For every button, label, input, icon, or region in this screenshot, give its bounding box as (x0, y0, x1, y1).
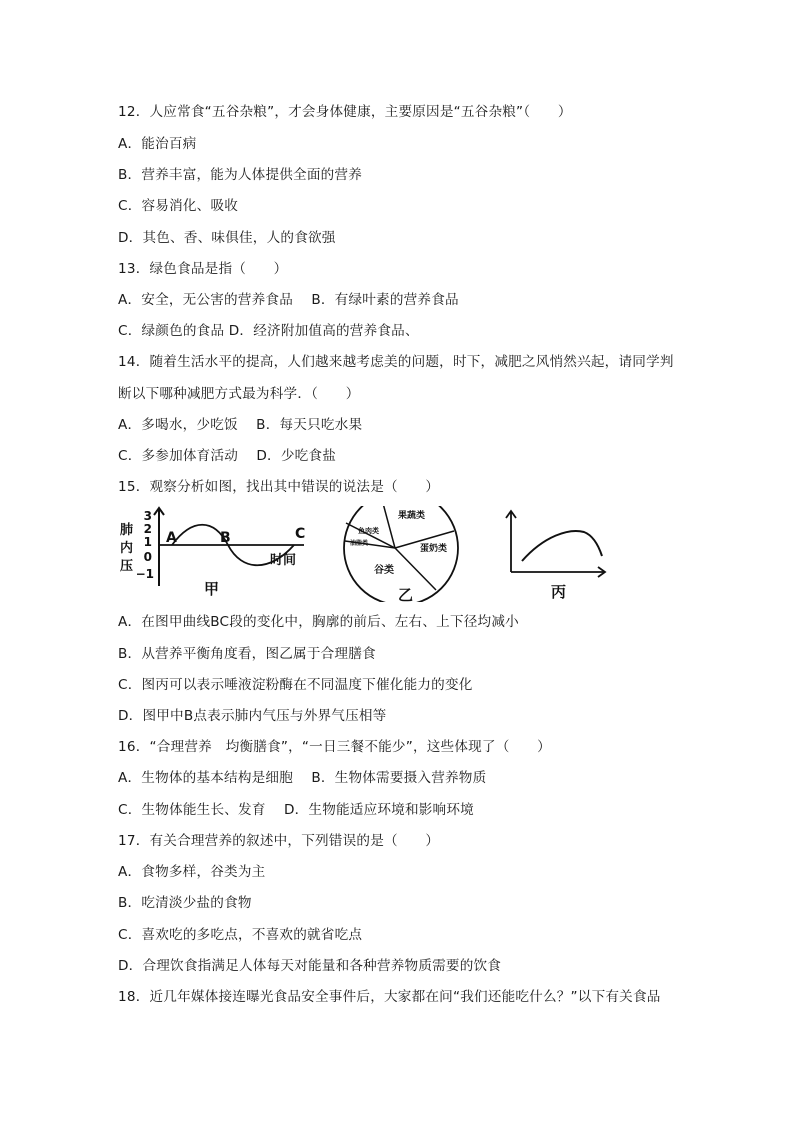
jia-point-a: A (166, 530, 177, 546)
yi-segment-egg-milk: 蛋奶类 (420, 544, 448, 554)
q12-option-b: B．营养丰富，能为人体提供全面的营养 (118, 167, 363, 183)
q18-stem: 18．近几年媒体接连曝光食品安全事件后，大家都在问“我们还能吃什么？”以下有关食品 (118, 989, 661, 1005)
q15-stem: 15．观察分析如图，找出其中错误的说法是（ ） (118, 479, 440, 495)
jia-xlabel: 时间 (270, 553, 297, 568)
q16-stem: 16．“合理营养 均衡膳食”，“一日三餐不能少”，这些体现了（ ） (118, 739, 551, 755)
yi-segment-fruit-veg: 果蔬类 (398, 511, 426, 521)
bing-caption: 丙 (551, 583, 567, 601)
q15-option-c: C．图丙可以表示唾液淀粉酶在不同温度下催化能力的变化 (118, 677, 473, 693)
q17-option-d: D．合理饮食指满足人体每天对能量和各种营养物质需要的饮食 (118, 958, 502, 974)
q16-options-ab: A．生物体的基本结构是细胞 B．生物体需要摄入营养物质 (118, 770, 487, 786)
q17-option-a: A．食物多样，谷类为主 (118, 864, 266, 880)
jia-point-b: B (220, 530, 231, 546)
jia-ytick-1: 1 (143, 535, 152, 549)
q17-option-c: C．喜欢吃的多吃点，不喜欢的就省吃点 (118, 927, 363, 943)
q14-stem-line1: 14．随着生活水平的提高，人们越来越考虑美的问题，时下，减肥之风悄然兴起，请同学判 (118, 354, 674, 370)
q12-option-a: A．能治百病 (118, 136, 197, 152)
q15-figure-svg (114, 506, 634, 602)
q17-option-b: B．吃清淡少盐的食物 (118, 895, 252, 911)
q14-options-cd: C．多参加体育活动 D．少吃食盐 (118, 448, 336, 464)
q14-options-ab: A．多喝水，少吃饭 B．每天只吃水果 (118, 417, 363, 433)
yi-caption: 乙 (398, 586, 414, 602)
yi-segment-oil-fat: 油脂类 (350, 540, 369, 547)
jia-ytick-3: 3 (143, 509, 152, 523)
jia-ytick-minus1: −1 (135, 567, 154, 581)
q12-option-d: D．其色、香、味俱佳，人的食欲强 (118, 230, 336, 246)
yi-divider-5 (395, 548, 436, 590)
jia-ylabel-char-2: 内 (120, 541, 134, 556)
bing-curve (522, 531, 602, 561)
yi-segment-grain: 谷类 (374, 565, 394, 576)
q16-options-cd: C．生物体能生长、发育 D．生物能适应环境和影响环境 (118, 802, 474, 818)
jia-ylabel-char-3: 压 (120, 559, 134, 574)
jia-ylabel (120, 522, 133, 574)
q12-stem: 12．人应常食“五谷杂粮”，才会身体健康，主要原因是“五谷杂粮”（ ） (118, 104, 572, 120)
q15-option-d: D．图甲中B点表示肺内气压与外界气压相等 (118, 708, 387, 724)
jia-ytick-2: 2 (143, 522, 152, 536)
jia-ylabel-char-1: 肺 (120, 523, 134, 538)
q14-stem-line2: 断以下哪种减肥方式最为科学．（ ） (118, 386, 360, 402)
jia-point-c: C (295, 526, 306, 542)
q15-option-a: A．在图甲曲线BC段的变化中，胸廓的前后、左右、上下径均减小 (118, 614, 519, 630)
jia-ytick-0: 0 (143, 550, 152, 564)
q13-options-cd: C．绿颜色的食品 D．经济附加值高的营养食品、 (118, 323, 419, 339)
q17-stem: 17．有关合理营养的叙述中，下列错误的是（ ） (118, 833, 440, 849)
jia-caption: 甲 (204, 580, 220, 598)
q13-options-ab: A．安全，无公害的营养食品 B．有绿叶素的营养食品 (118, 292, 459, 308)
q15-option-b: B．从营养平衡角度看，图乙属于合理膳食 (118, 646, 376, 662)
q13-stem: 13．绿色食品是指（ ） (118, 261, 288, 277)
figure-jia (120, 508, 305, 598)
figure-yi (344, 506, 458, 602)
figure-bing (506, 511, 605, 601)
q15-figure (114, 506, 634, 602)
q12-option-c: C．容易消化、吸收 (118, 198, 239, 214)
yi-segment-fish-meat: 鱼肉类 (358, 527, 379, 535)
